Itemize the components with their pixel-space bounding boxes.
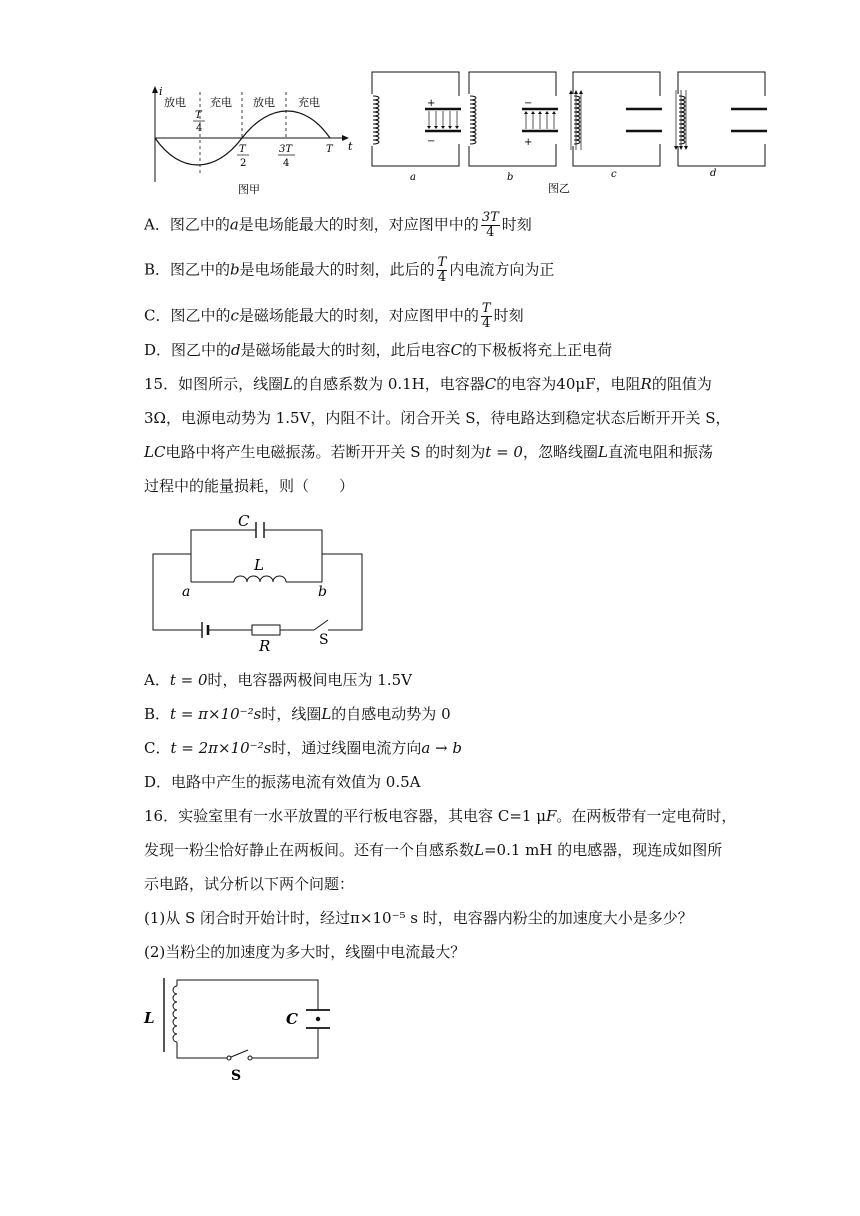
q15-option-a: A．t = 0时，电容器两极间电压为 1.5V — [144, 671, 412, 689]
q16-question-1: (1)从 S 闭合时开始计时，经过π×10⁻⁵ s 时，电容器内粉尘的加速度大小是多少？ — [144, 909, 693, 927]
q15-stem-line4: 过程中的能量损耗，则（ ） — [144, 477, 355, 495]
q15-option-b: B．t = π×10⁻²s时，线圈L的自感电动势为 0 — [144, 705, 451, 723]
q15-option-d: D．电路中产生的振荡电流有效值为 0.5A — [144, 773, 421, 791]
phase-label: 充电 — [210, 96, 232, 109]
q16-question-2: (2)当粉尘的加速度为多大时，线圈中电流最大？ — [144, 943, 466, 961]
q16-stem-line2: 发现一粉尘恰好静止在两板间。还有一个自感系数L=0.1 mH 的电感器，现连成如图所 — [144, 841, 723, 859]
fraction: $\frac{3T}{4}$ — [481, 210, 499, 240]
tick-3T4-den: 4 — [283, 158, 290, 169]
label-a: a — [182, 584, 191, 600]
tick-T4-num: T — [195, 110, 202, 121]
tick-T: T — [326, 144, 333, 155]
q15-stem-line1: 15．如图所示，线圈L的自感系数为 0.1H，电容器C的电容为40μF，电阻R的阻值为 — [144, 375, 712, 393]
sub-label-a: a — [410, 172, 416, 183]
label-S: S — [231, 1068, 242, 1084]
figure-jia-oscillation-graph — [140, 82, 360, 198]
dust-particle — [316, 1017, 320, 1021]
q14-option-d: D．图乙中的d是磁场能最大的时刻，此后电容C的下极板将充上正电荷 — [144, 341, 613, 359]
label-L: L — [254, 556, 264, 574]
tick-3T4-num: 3T — [279, 144, 293, 155]
plus-sign: + — [427, 98, 436, 109]
figure-yi-lc-states — [365, 66, 775, 196]
phase-label: 放电 — [164, 96, 186, 109]
tick-T2-num: T — [239, 144, 246, 155]
sub-label-c: c — [611, 169, 617, 180]
circuit-c — [569, 72, 666, 180]
q16-stem-line3: 示电路，试分析以下两个问题： — [144, 875, 355, 893]
label-R: R — [259, 637, 271, 655]
q16-stem-line1: 16．实验室里有一水平放置的平行板电容器，其电容 C=1 μF。在两板带有一定电荷时， — [144, 807, 737, 825]
sub-label-d: d — [710, 168, 717, 179]
q16-circuit-diagram — [142, 972, 342, 1084]
t-axis-label: t — [348, 140, 353, 153]
phase-label: 充电 — [298, 96, 320, 109]
circuit-d — [674, 72, 771, 179]
q15-option-c: C．t = 2π×10⁻²s时，通过线圈电流方向a → b — [144, 739, 462, 757]
tick-T4-den: 4 — [196, 123, 203, 134]
minus-sign: − — [524, 98, 533, 109]
sub-label-b: b — [507, 172, 514, 183]
figure-yi-caption: 图乙 — [548, 182, 570, 195]
label-L: L — [144, 1009, 155, 1027]
label-C: C — [238, 512, 250, 530]
figure-jia-caption: 图甲 — [238, 183, 260, 196]
circuit-b — [465, 72, 562, 183]
q14-option-b: B．图乙中的b是电场能最大的时刻，此后的 $\frac{T}{4}$ 内电流方向为正 — [144, 255, 555, 285]
plus-sign: + — [524, 137, 533, 148]
fraction: $\frac{T}{4}$ — [481, 301, 491, 331]
phase-label: 放电 — [253, 96, 275, 109]
label-S: S — [319, 632, 329, 648]
label-b: b — [318, 584, 327, 600]
q15-stem-line3: LC电路中将产生电磁振荡。若断开开关 S 的时刻为t = 0，忽略线圈L直流电阻和振荡 — [144, 443, 713, 461]
q14-option-c: C．图乙中的c是磁场能最大的时刻，对应图甲中的 $\frac{T}{4}$ 时刻 — [144, 301, 524, 331]
label-C: C — [286, 1010, 298, 1028]
q15-stem-line2: 3Ω，电源电动势为 1.5V，内阻不计。闭合开关 S，待电路达到稳定状态后断开开关 S， — [144, 409, 731, 427]
q15-circuit-diagram — [148, 508, 370, 656]
minus-sign: − — [427, 136, 436, 147]
fraction: $\frac{T}{4}$ — [437, 255, 447, 285]
i-axis-label: i — [159, 85, 163, 98]
circuit-a — [368, 72, 465, 183]
q14-option-a: A．图乙中的a是电场能最大的时刻，对应图甲中的 $\frac{3T}{4}$ 时刻 — [144, 210, 532, 240]
tick-T2-den: 2 — [240, 158, 247, 169]
